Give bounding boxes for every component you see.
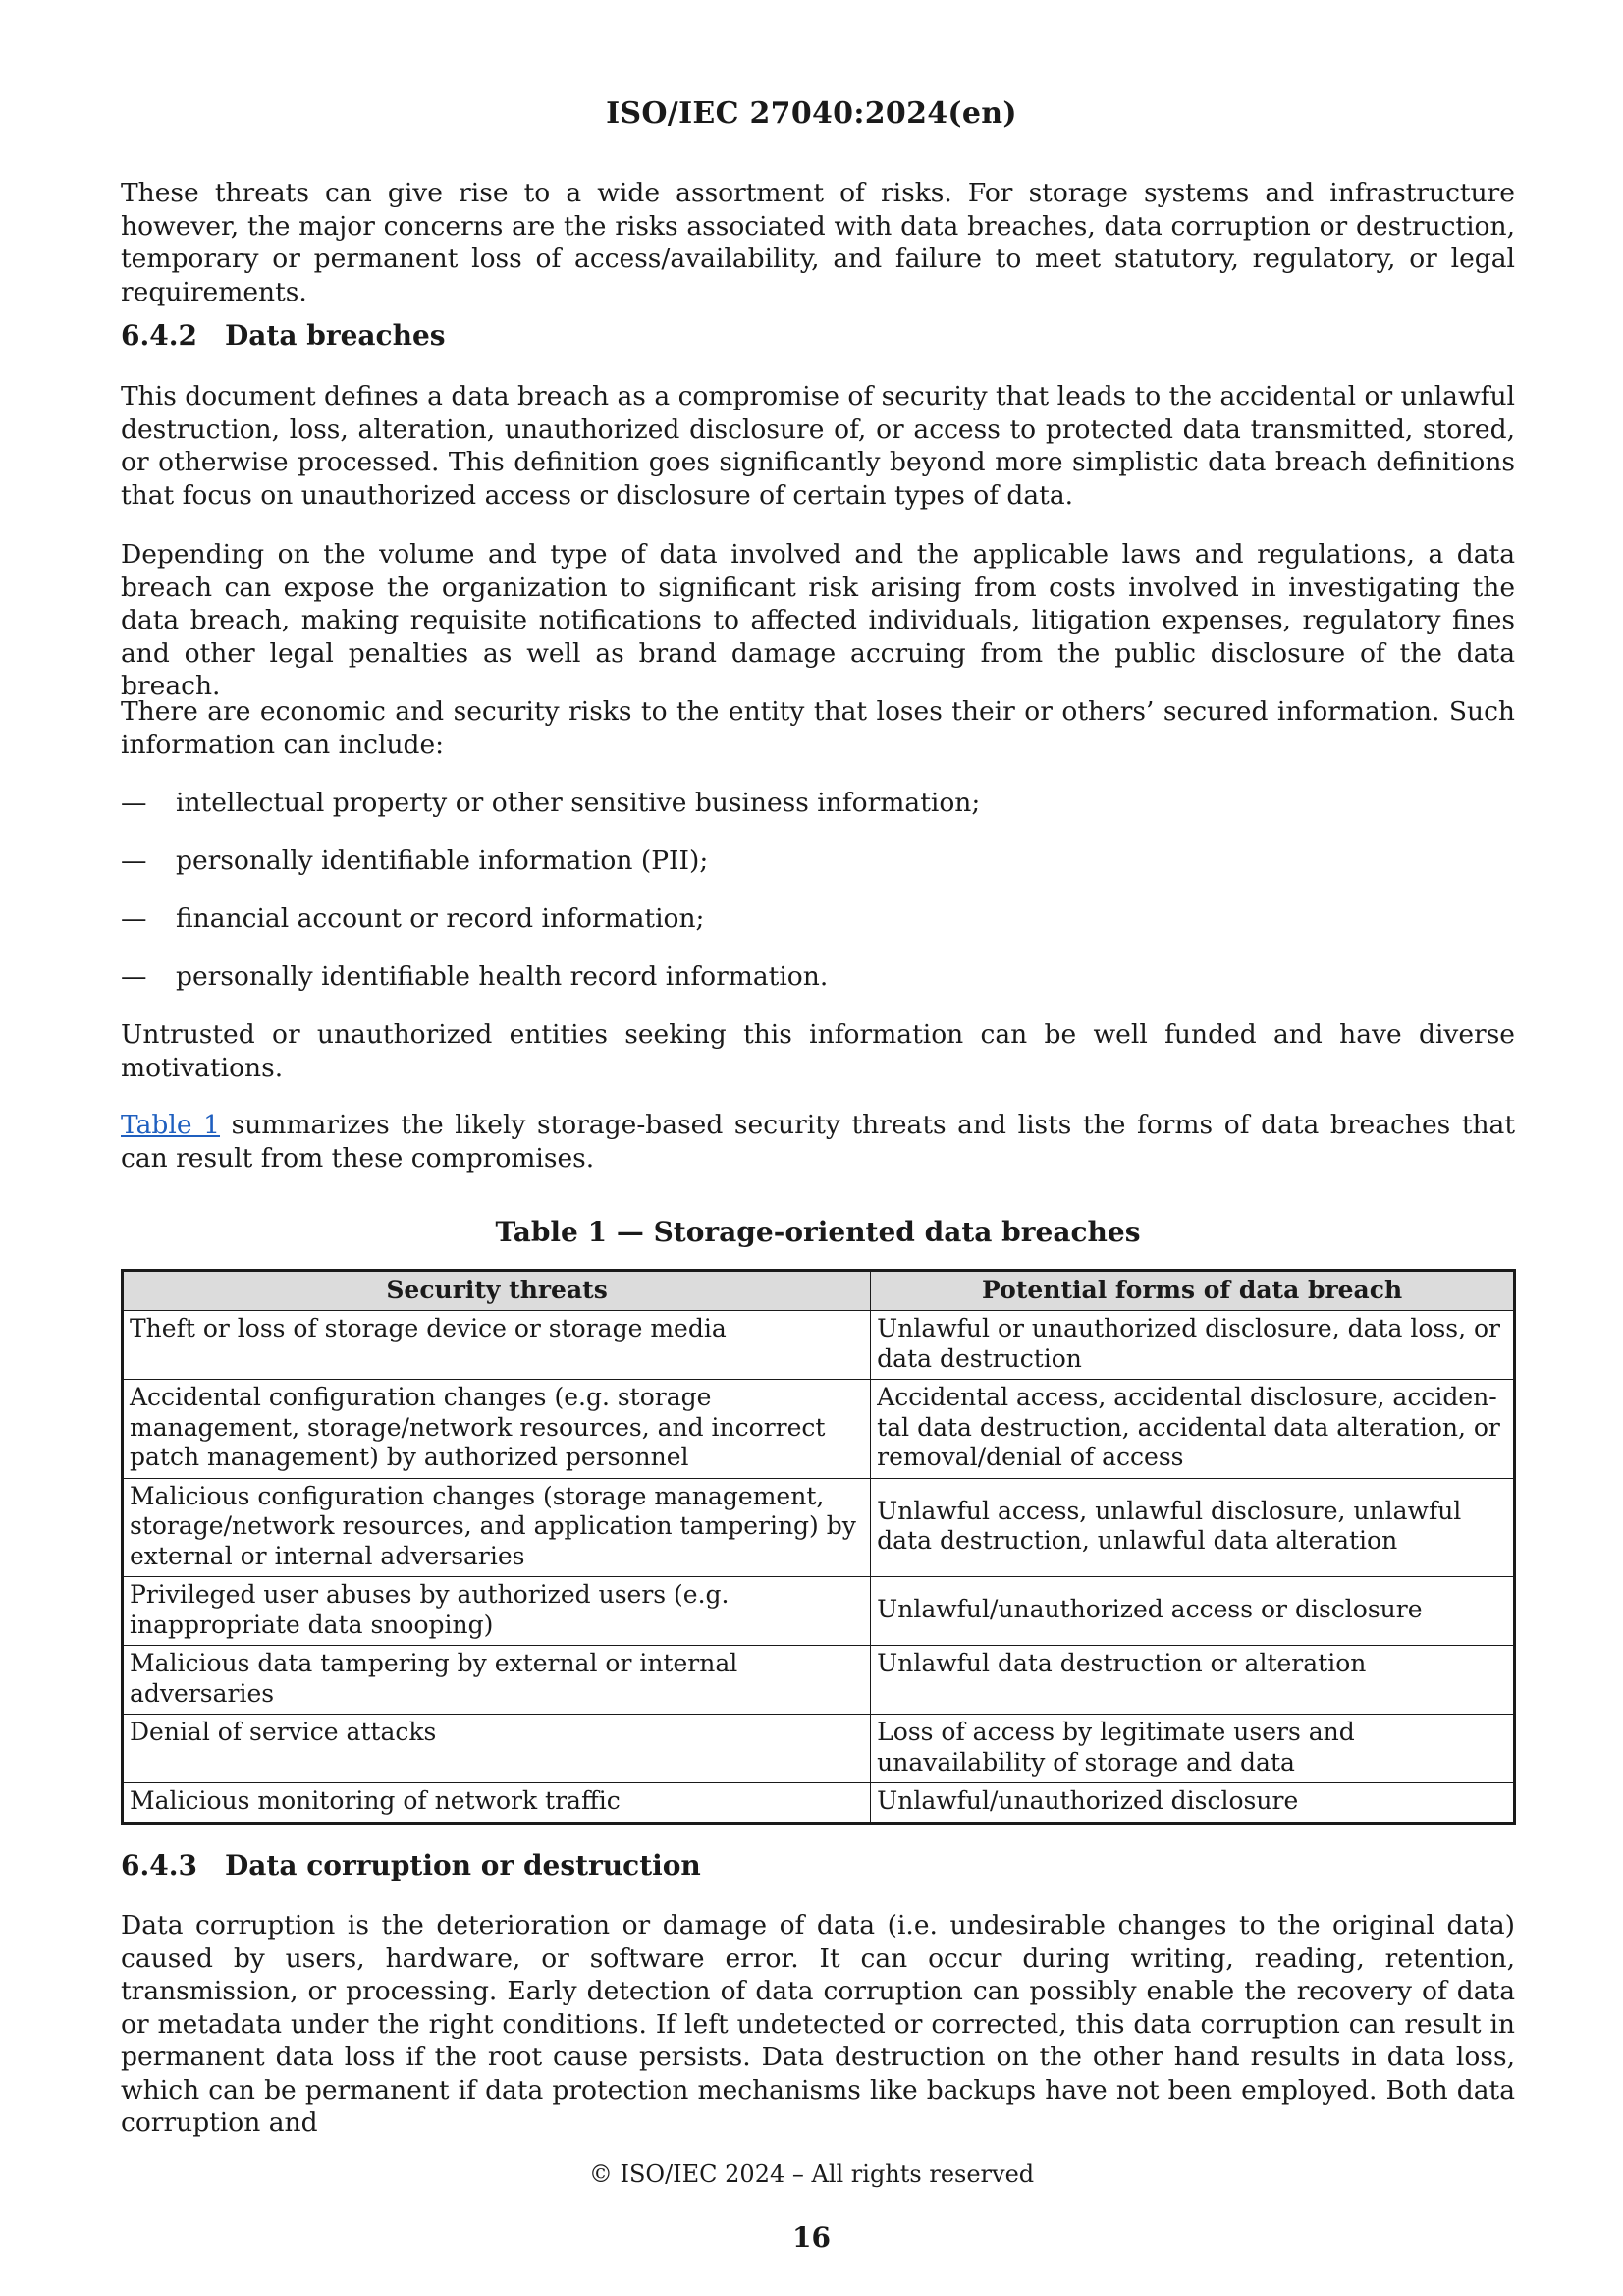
- dash-list: [121, 787, 1515, 994]
- table-cell: Loss of access by legitimate users and unavailability of storage and data: [871, 1715, 1515, 1783]
- copyright-notice: © ISO/IEC 2024 – All rights reserved: [588, 2160, 1035, 2188]
- table-caption: Table 1 — Storage-oriented data breaches: [495, 1216, 1141, 1248]
- table-row: [123, 1478, 1515, 1577]
- table-cell: Unlawful data destruction or alteration: [871, 1646, 1515, 1715]
- table-row: [123, 1577, 1515, 1646]
- section-number: 6.4.2: [121, 319, 197, 352]
- paragraph-corruption: Data corruption is the deterioration or damage of data (i.e. undesirable changes to the original data) caused by users, hardware, or software error. It can occur during writing, reading, retention, transmission, or processing. Early detection of data corruption can possibly enable the recovery of data or metadata under the right conditions. If left undetected or corrected, this data corruption can result in permanent data loss if the root cause persists. Data destruction on the other hand results in data loss, which can be permanent if data protection mechanisms like backups have not been employed. Both data corruption and: [121, 1910, 1515, 2138]
- document-header: ISO/IEC 27040:2024(en): [606, 96, 1017, 131]
- section-heading-6-4-2: [121, 319, 446, 353]
- intro-paragraph: These threats can give rise to a wide assortment of risks. For storage systems and infrastructure however, the major concerns are the risks associated with data breaches, data corruption or destruction, temporary or permanent loss of access/availability, and failure to meet statutory, regulatory, or legal requirements.: [121, 178, 1515, 307]
- column-header: Potential forms of data breach: [871, 1271, 1515, 1311]
- table-row: [123, 1311, 1515, 1380]
- list-item: — intellectual property or other sensitive business information;: [121, 788, 981, 818]
- table-cell: Privileged user abuses by authorized users (e.g. inappropriate data snooping): [123, 1577, 871, 1646]
- table-row: [123, 1715, 1515, 1783]
- table-cell: Unlawful or unauthorized disclosure, data loss, or data destruction: [871, 1311, 1515, 1380]
- column-header: Security threats: [123, 1271, 871, 1311]
- section-title: Data corruption or destruction: [225, 1849, 701, 1882]
- table-cell: Unlawful/unauthorized access or disclosure: [871, 1577, 1515, 1646]
- paragraph-risks: There are economic and security risks to the entity that loses their or others’ secured information. Such information can include:: [121, 696, 1515, 760]
- list-item: — personally identifiable health record information.: [121, 961, 829, 992]
- section-title: Data breaches: [225, 319, 446, 352]
- paragraph-motivations: Untrusted or unauthorized entities seeking this information can be well funded and have diverse motivations.: [121, 1019, 1515, 1083]
- table-1-link[interactable]: Table 1: [121, 1110, 220, 1140]
- list-item: — personally identifiable information (PII);: [121, 846, 709, 876]
- table-cell: Malicious configuration changes (storage management, storage/network resources, and application tampering) by external or internal adversaries: [123, 1478, 871, 1577]
- paragraph-table-ref: Table 1 summarizes the likely storage-based security threats and lists the forms of data breaches that can result from these compromises.: [121, 1110, 1515, 1174]
- table-row: [123, 1783, 1515, 1824]
- table-cell: Theft or loss of storage device or storage media: [123, 1311, 871, 1380]
- table-cell: Malicious data tampering by external or internal adversaries: [123, 1646, 871, 1715]
- table-row: [123, 1380, 1515, 1479]
- table-cell: Accidental access, accidental disclosure, acciden-tal data destruction, accidental data alteration, or removal/denial of access: [871, 1380, 1515, 1479]
- table-cell: Unlawful access, unlawful disclosure, unlawful data destruction, unlawful data alteration: [871, 1478, 1515, 1577]
- list-item: — financial account or record information;: [121, 903, 705, 934]
- table-cell: Accidental configuration changes (e.g. storage management, storage/network resources, and incorrect patch management) by authorized personnel: [123, 1380, 871, 1479]
- table-row: [123, 1646, 1515, 1715]
- table-cell: Denial of service attacks: [123, 1715, 871, 1783]
- section-heading-6-4-3: [121, 1849, 701, 1883]
- paragraph-definition: This document defines a data breach as a compromise of security that leads to the accidental or unlawful destruction, loss, alteration, unauthorized disclosure of, or access to protected data transmitted, stored, or otherwise processed. This definition goes significantly beyond more simplistic data breach definitions that focus on unauthorized access or disclosure of certain types of data.: [121, 381, 1515, 511]
- table-cell: Unlawful/unauthorized disclosure: [871, 1783, 1515, 1824]
- page-number: 16: [792, 2221, 831, 2254]
- paragraph-exposure: Depending on the volume and type of data involved and the applicable laws and regulations, a data breach can expose the organization to significant risk arising from costs involved in investigating the data breach, making requisite notifications to affected individuals, litigation expenses, regulatory fines and other legal penalties as well as brand damage accruing from the public disclosure of the data breach.: [121, 539, 1515, 701]
- table-header-row: [123, 1271, 1515, 1311]
- table-cell: Malicious monitoring of network traffic: [123, 1783, 871, 1824]
- section-number: 6.4.3: [121, 1849, 197, 1882]
- data-breach-table: [121, 1269, 1516, 1825]
